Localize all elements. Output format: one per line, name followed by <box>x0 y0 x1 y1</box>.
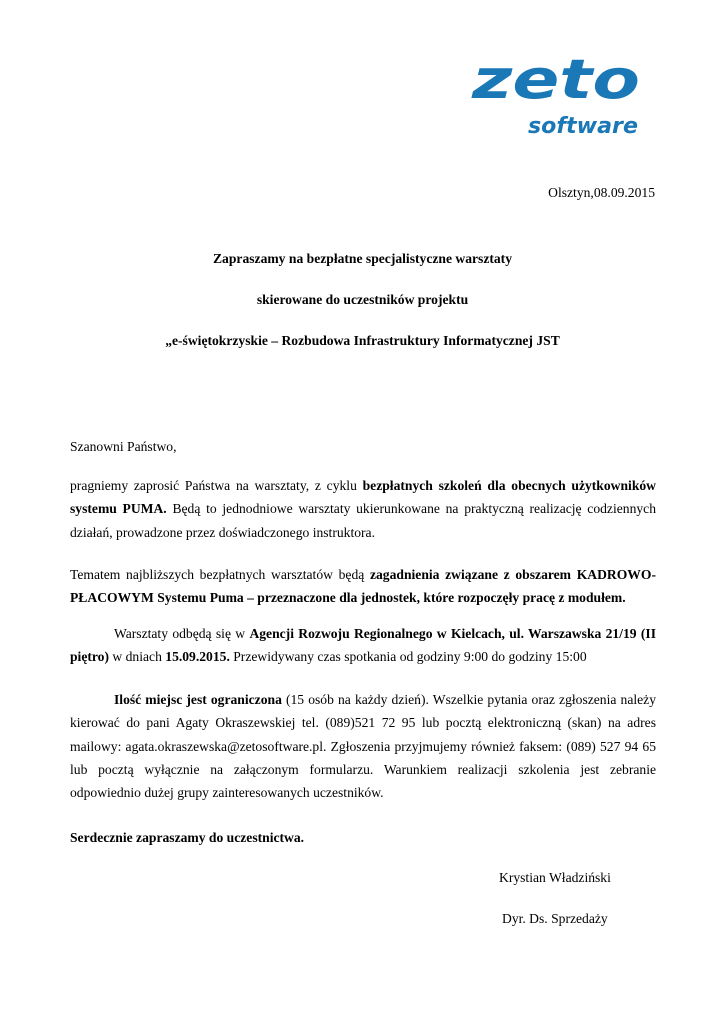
closing-line: Serdecznie zapraszamy do uczestnictwa. <box>70 830 305 845</box>
greeting: Szanowni Państwo, <box>70 439 177 454</box>
p1-bold-1: bezpłatnych szkoleń dla obecnych użytkowników systemu PUMA. <box>70 478 656 517</box>
heading-line-3: „e-świętokrzyskie – Rozbudowa Infrastruktury Informatycznej JST <box>165 333 560 348</box>
paragraph-location <box>70 622 656 669</box>
p3-bold-2: 15.09.2015. <box>165 649 230 665</box>
heading-line-2: skierowane do uczestników projektu <box>256 292 469 307</box>
paragraph-contact <box>70 688 656 804</box>
logo-graphic <box>466 52 646 137</box>
logo-word: zeto <box>470 52 640 111</box>
p2-bold-1: zagadnienia związane z obszarem KADROWO-PŁACOWYM Systemu Puma – przeznaczone dla jednostek, które rozpoczęły pracę z modułem. <box>70 567 656 606</box>
p3-text-1: Warsztaty odbędą się w <box>114 626 250 641</box>
heading-line-1: Zapraszamy na bezpłatne specjalistyczne warsztaty <box>212 251 513 266</box>
paragraph-invitation <box>70 474 656 544</box>
p4-text-1: (15 osób na każdy dzień). Wszelkie pytania oraz zgłoszenia należy kierować do pani Agaty Okraszewskiej tel. (089)521 72 95 lub pocztą elektroniczną (skan) na adres mailowy: agata.okraszewska@zetosoftware.pl. Zgłoszenia przyjmujemy również faksem: (089) 527 94 65 lub pocztą wyłącznie na załączonym formularzu. Warunkiem realizacji szkolenia jest zebranie odpowiednio dużej grupy zainteresowanych uczestników. <box>70 692 656 801</box>
p3-text-3: Przewidywany czas spotkania od godziny 9:00 do godziny 15:00 <box>229 649 587 665</box>
p1-text-1: pragniemy zaprosić Państwa na warsztaty, z cyklu <box>70 478 363 493</box>
p2-text-1: Tematem najbliższych bezpłatnych warsztatów będą <box>70 567 370 582</box>
p3-bold-1: Agencji Rozwoju Regionalnego w Kielcach, ul. Warszawska 21/19 (II piętro) <box>70 626 656 665</box>
zeto-software-logo <box>466 52 646 137</box>
date-line: Olsztyn,08.09.2015 <box>548 185 655 200</box>
p3-text-2: w dniach <box>109 649 166 665</box>
paragraph-topic <box>70 563 656 610</box>
logo-subword: software <box>528 114 639 137</box>
p4-bold-1: Ilość miejsc jest ograniczona <box>114 692 282 707</box>
signature-name: Krystian Władziński <box>499 870 611 885</box>
p1-text-2: Będą to jednodniowe warsztaty ukierunkowane na praktyczną realizację codziennych działań, prowadzone przez doświadczonego instruktora. <box>70 501 657 540</box>
signature-title: Dyr. Ds. Sprzedaży <box>502 911 608 926</box>
